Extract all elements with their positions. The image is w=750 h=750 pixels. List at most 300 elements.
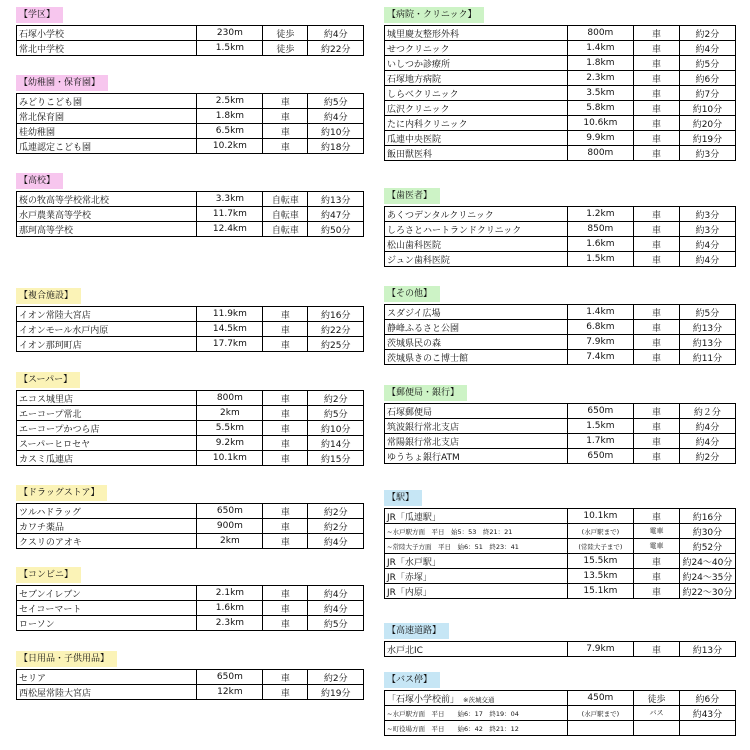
travel-time: 約20分 (679, 116, 735, 131)
distance: 2.1km (197, 586, 263, 601)
transport: 車 (263, 337, 308, 352)
table-row (385, 101, 736, 116)
place-name: カワチ薬品 (17, 519, 197, 534)
travel-time: 約47分 (308, 207, 364, 222)
section-title: 【幼稚園・保育園】 (16, 75, 108, 91)
table-row (17, 391, 364, 406)
distance: 17.7km (197, 337, 263, 352)
distance: 11.9km (197, 307, 263, 322)
section-left-7 (16, 651, 364, 700)
transport: 車 (634, 26, 680, 41)
place-name: ジュン歯科医院 (385, 252, 568, 267)
section-title: 【歯医者】 (384, 188, 440, 204)
travel-time: 約25分 (308, 337, 364, 352)
travel-time: 約10分 (308, 421, 364, 436)
table-row (17, 436, 364, 451)
table-row (385, 252, 736, 267)
table-row (385, 642, 736, 657)
section-right-4 (384, 490, 736, 599)
bus-stop-name: 「石塚小学校前」 (387, 694, 460, 705)
transport: 車 (263, 519, 308, 534)
distance: 10.2km (197, 139, 263, 154)
facility-table (16, 669, 364, 700)
table-row (385, 584, 736, 599)
travel-time: 約6分 (679, 71, 735, 86)
travel-time: 約22分 (308, 41, 364, 56)
travel-time: 約19分 (679, 131, 735, 146)
place-name: JR「赤塚」 (385, 569, 568, 584)
section-left-2 (16, 173, 364, 237)
distance: 1.7km (567, 434, 634, 449)
travel-time: 約50分 (308, 222, 364, 237)
travel-time: 約30分 (679, 524, 735, 539)
place-name: 茨城県きのこ博士館 (385, 350, 568, 365)
table-row (385, 554, 736, 569)
section-title: 【駅】 (384, 490, 422, 506)
travel-time: 約13分 (308, 192, 364, 207)
distance: 230m (197, 26, 263, 41)
distance: 650m (197, 670, 263, 685)
facility-table (384, 403, 736, 464)
table-row (385, 86, 736, 101)
distance: 7.9km (567, 335, 634, 350)
transport: 車 (263, 616, 308, 631)
place-name: せつクリニック (385, 41, 568, 56)
travel-time: 約14分 (308, 436, 364, 451)
route-note: ~常陸大子方面 平日 始6：51 終23：41 (385, 539, 568, 554)
travel-time: 約13分 (679, 320, 735, 335)
place-name: 那珂高等学校 (17, 222, 197, 237)
section-title: 【高速道路】 (384, 623, 449, 639)
place-name: 茨城県民の森 (385, 335, 568, 350)
table-row (385, 222, 736, 237)
distance: 9.2km (197, 436, 263, 451)
transport: 車 (634, 71, 680, 86)
table-row (385, 146, 736, 161)
distance: 2km (197, 406, 263, 421)
destination-note: (水戸駅まで) (567, 706, 634, 721)
place-name: ゆうちょ銀行ATM (385, 449, 568, 464)
transport: 車 (634, 101, 680, 116)
travel-time: 約2分 (308, 504, 364, 519)
distance: 1.6km (567, 237, 634, 252)
route-note: ~水戸駅方面 平日 始6：17 終19：04 (385, 706, 568, 721)
travel-time: 約6分 (679, 691, 735, 706)
transport (634, 721, 680, 736)
table-row (17, 504, 364, 519)
distance: 650m (567, 404, 634, 419)
travel-time: 約16分 (308, 307, 364, 322)
place-name: みどりこども園 (17, 94, 197, 109)
place-name: 常北中学校 (17, 41, 197, 56)
table-row (17, 109, 364, 124)
table-row (385, 71, 736, 86)
table-row (17, 207, 364, 222)
table-row (385, 524, 736, 539)
table-row (17, 601, 364, 616)
place-name: しらべクリニック (385, 86, 568, 101)
distance: 2.5km (197, 94, 263, 109)
transport: 車 (634, 305, 680, 320)
table-row (17, 124, 364, 139)
section-title: 【スーパー】 (16, 372, 80, 388)
bus-operator-note: ※茨城交通 (463, 695, 495, 704)
distance: 15.5km (567, 554, 634, 569)
travel-time: 約13分 (679, 335, 735, 350)
transport: 車 (634, 146, 680, 161)
table-row (17, 519, 364, 534)
distance: 650m (567, 449, 634, 464)
transport: 車 (263, 124, 308, 139)
facility-table (16, 25, 364, 56)
table-row (385, 419, 736, 434)
place-name: 常陽銀行常北支店 (385, 434, 568, 449)
table-row (385, 131, 736, 146)
travel-time: 約5分 (308, 94, 364, 109)
travel-time: 約3分 (679, 207, 735, 222)
transport: 車 (634, 434, 680, 449)
transport: 車 (634, 642, 680, 657)
transport: 車 (634, 449, 680, 464)
transport: 車 (263, 94, 308, 109)
table-row (17, 26, 364, 41)
table-row (17, 586, 364, 601)
travel-time: 約２分 (679, 404, 735, 419)
distance: 6.8km (567, 320, 634, 335)
facility-table (384, 206, 736, 267)
transport: 徒歩 (634, 691, 680, 706)
distance: 800m (197, 391, 263, 406)
facility-table (384, 508, 736, 599)
place-name: エーコープかつら店 (17, 421, 197, 436)
transport: 車 (263, 451, 308, 466)
travel-time: 約4分 (679, 434, 735, 449)
transport: 車 (263, 436, 308, 451)
distance: 1.6km (197, 601, 263, 616)
route-note: ~町役場方面 平日 始6：42 終21：12 (385, 721, 568, 736)
travel-time: 約15分 (308, 451, 364, 466)
distance: 1.8km (197, 109, 263, 124)
place-name: スダジイ広場 (385, 305, 568, 320)
distance: 12.4km (197, 222, 263, 237)
travel-time: 約5分 (679, 56, 735, 71)
transport: 電車 (634, 539, 680, 554)
distance: 1.2km (567, 207, 634, 222)
travel-time: 約10分 (679, 101, 735, 116)
place-name: 桜の牧高等学校常北校 (17, 192, 197, 207)
travel-time: 約4分 (308, 26, 364, 41)
transport: 車 (263, 586, 308, 601)
section-title: 【病院・クリニック】 (384, 7, 484, 23)
travel-time: 約4分 (679, 237, 735, 252)
travel-time: 約24～35分 (679, 569, 735, 584)
destination-note: (水戸駅まで) (567, 524, 634, 539)
facility-table (16, 93, 364, 154)
table-row (17, 670, 364, 685)
table-row (385, 41, 736, 56)
table-row (17, 406, 364, 421)
distance: 1.5km (567, 419, 634, 434)
place-name: 瓜連認定こども園 (17, 139, 197, 154)
place-name: エコス城里店 (17, 391, 197, 406)
transport: 自転車 (263, 192, 308, 207)
table-row (17, 192, 364, 207)
destination-note (567, 721, 634, 736)
transport: 車 (634, 56, 680, 71)
distance: 15.1km (567, 584, 634, 599)
table-row (385, 237, 736, 252)
place-name: 静峰ふるさと公園 (385, 320, 568, 335)
place-name: 飯田獣医科 (385, 146, 568, 161)
section-right-3 (384, 385, 736, 464)
travel-time: 約4分 (308, 109, 364, 124)
travel-time: 約4分 (679, 41, 735, 56)
travel-time: 約18分 (308, 139, 364, 154)
travel-time: 約10分 (308, 124, 364, 139)
table-row (385, 56, 736, 71)
table-row (385, 404, 736, 419)
travel-time: 約4分 (679, 419, 735, 434)
distance: 2.3km (567, 71, 634, 86)
section-right-5 (384, 623, 736, 657)
section-left-3 (16, 288, 364, 352)
distance: 2.3km (197, 616, 263, 631)
distance: 7.4km (567, 350, 634, 365)
facility-table (384, 25, 736, 161)
section-title: 【バス停】 (384, 672, 440, 688)
section-title: 【複合施設】 (16, 288, 81, 304)
transport: 車 (263, 307, 308, 322)
place-name: 石塚小学校 (17, 26, 197, 41)
travel-time: 約4分 (308, 534, 364, 549)
travel-time: 約3分 (679, 222, 735, 237)
table-row (385, 116, 736, 131)
travel-time: 約24～40分 (679, 554, 735, 569)
transport: 車 (634, 131, 680, 146)
table-row (17, 337, 364, 352)
transport: 自転車 (263, 222, 308, 237)
travel-time (679, 721, 735, 736)
place-name: たに内科クリニック (385, 116, 568, 131)
facility-table (16, 306, 364, 352)
transport: 自転車 (263, 207, 308, 222)
distance: 650m (197, 504, 263, 519)
table-row (17, 616, 364, 631)
place-name: セブンイレブン (17, 586, 197, 601)
distance: 3.5km (567, 86, 634, 101)
table-row (385, 721, 736, 736)
distance: 1.8km (567, 56, 634, 71)
table-row (385, 335, 736, 350)
place-name: 水戸北IC (385, 642, 568, 657)
facility-table (384, 304, 736, 365)
place-name: 常北保育園 (17, 109, 197, 124)
place-name: しろさとハートランドクリニック (385, 222, 568, 237)
travel-time: 約2分 (679, 449, 735, 464)
travel-time: 約4分 (308, 586, 364, 601)
travel-time: 約3分 (679, 146, 735, 161)
facility-table (16, 503, 364, 549)
transport: 徒歩 (263, 26, 308, 41)
place-name: 筑波銀行常北支店 (385, 419, 568, 434)
table-row (385, 207, 736, 222)
travel-time: 約13分 (679, 642, 735, 657)
distance: 9.9km (567, 131, 634, 146)
travel-time: 約22～30分 (679, 584, 735, 599)
table-row (385, 434, 736, 449)
distance: 6.5km (197, 124, 263, 139)
section-right-6 (384, 672, 736, 736)
travel-time: 約4分 (308, 601, 364, 616)
section-title: 【高校】 (16, 173, 63, 189)
travel-time: 約19分 (308, 685, 364, 700)
section-right-0 (384, 7, 736, 161)
travel-time: 約2分 (308, 519, 364, 534)
section-left-1 (16, 75, 364, 154)
table-row (17, 307, 364, 322)
transport: 徒歩 (263, 41, 308, 56)
distance: 14.5km (197, 322, 263, 337)
table-row (385, 320, 736, 335)
place-name: 西松屋常陸大宮店 (17, 685, 197, 700)
travel-time: 約11分 (679, 350, 735, 365)
section-left-4 (16, 372, 364, 466)
travel-time: 約7分 (679, 86, 735, 101)
section-title: 【学区】 (16, 7, 63, 23)
transport: 車 (634, 350, 680, 365)
transport: 車 (634, 509, 680, 524)
distance: 1.5km (197, 41, 263, 56)
table-row (385, 350, 736, 365)
place-name: イオン常陸大宮店 (17, 307, 197, 322)
transport: 車 (263, 322, 308, 337)
place-name: 広沢クリニック (385, 101, 568, 116)
distance: 900m (197, 519, 263, 534)
table-row (385, 691, 736, 706)
transport: 車 (634, 222, 680, 237)
section-right-2 (384, 286, 736, 365)
place-name: イオンモール水戸内原 (17, 322, 197, 337)
transport: 車 (263, 406, 308, 421)
transport: 車 (634, 419, 680, 434)
transport: 車 (634, 237, 680, 252)
place-name: カスミ瓜連店 (17, 451, 197, 466)
transport: 車 (634, 116, 680, 131)
section-left-0 (16, 7, 364, 56)
place-name: JR「瓜連駅」 (385, 509, 568, 524)
table-row (17, 94, 364, 109)
transport: 車 (634, 569, 680, 584)
distance: 7.9km (567, 642, 634, 657)
table-row (385, 26, 736, 41)
travel-time: 約5分 (308, 616, 364, 631)
place-name: 城里慶友整形外科 (385, 26, 568, 41)
distance: 1.4km (567, 305, 634, 320)
facility-table (384, 690, 736, 736)
transport: 車 (263, 421, 308, 436)
table-row (17, 139, 364, 154)
transport: 車 (634, 554, 680, 569)
place-name: 松山歯科医院 (385, 237, 568, 252)
transport: 車 (263, 534, 308, 549)
place-name: スーパーヒロセヤ (17, 436, 197, 451)
distance: 12km (197, 685, 263, 700)
table-row (17, 322, 364, 337)
table-row (17, 534, 364, 549)
place-name: セリア (17, 670, 197, 685)
place-name: エーコープ常北 (17, 406, 197, 421)
travel-time: 約2分 (308, 670, 364, 685)
place-name: いしつか診療所 (385, 56, 568, 71)
travel-time: 約43分 (679, 706, 735, 721)
distance: 3.3km (197, 192, 263, 207)
table-row (385, 305, 736, 320)
transport: 車 (263, 685, 308, 700)
place-name: ツルハドラッグ (17, 504, 197, 519)
distance: 1.4km (567, 41, 634, 56)
travel-time: 約16分 (679, 509, 735, 524)
transport: 車 (263, 139, 308, 154)
table-row (17, 421, 364, 436)
distance: 13.5km (567, 569, 634, 584)
table-row (17, 41, 364, 56)
place-name (385, 691, 568, 706)
facility-table (384, 641, 736, 657)
distance: 10.6km (567, 116, 634, 131)
facility-table (16, 390, 364, 466)
route-note: ~水戸駅方面 平日 始5：53 終21：21 (385, 524, 568, 539)
section-title: 【郵便局・銀行】 (384, 385, 467, 401)
distance: 5.8km (567, 101, 634, 116)
table-row (385, 706, 736, 721)
travel-time: 約5分 (679, 305, 735, 320)
place-name: イオン那珂町店 (17, 337, 197, 352)
section-right-1 (384, 188, 736, 267)
section-title: 【ドラッグストア】 (16, 485, 107, 501)
place-name: JR「内原」 (385, 584, 568, 599)
transport: 車 (634, 41, 680, 56)
facility-table (16, 191, 364, 237)
section-title: 【日用品・子供用品】 (16, 651, 117, 667)
table-row (385, 569, 736, 584)
transport: バス (634, 706, 680, 721)
transport: 車 (263, 109, 308, 124)
table-row (17, 222, 364, 237)
distance: 10.1km (567, 509, 634, 524)
distance: 800m (567, 26, 634, 41)
transport: 車 (634, 335, 680, 350)
table-row (385, 449, 736, 464)
transport: 車 (634, 207, 680, 222)
transport: 車 (263, 601, 308, 616)
place-name: セイコーマート (17, 601, 197, 616)
place-name: クスリのアオキ (17, 534, 197, 549)
travel-time: 約22分 (308, 322, 364, 337)
place-name: 桂幼稚園 (17, 124, 197, 139)
distance: 11.7km (197, 207, 263, 222)
distance: 10.1km (197, 451, 263, 466)
travel-time: 約4分 (679, 252, 735, 267)
transport: 車 (634, 404, 680, 419)
distance: 2km (197, 534, 263, 549)
distance: 850m (567, 222, 634, 237)
table-row (385, 539, 736, 554)
table-row (17, 685, 364, 700)
transport: 車 (263, 670, 308, 685)
place-name: 瓜連中央医院 (385, 131, 568, 146)
place-name: あくつデンタルクリニック (385, 207, 568, 222)
section-left-6 (16, 567, 364, 631)
